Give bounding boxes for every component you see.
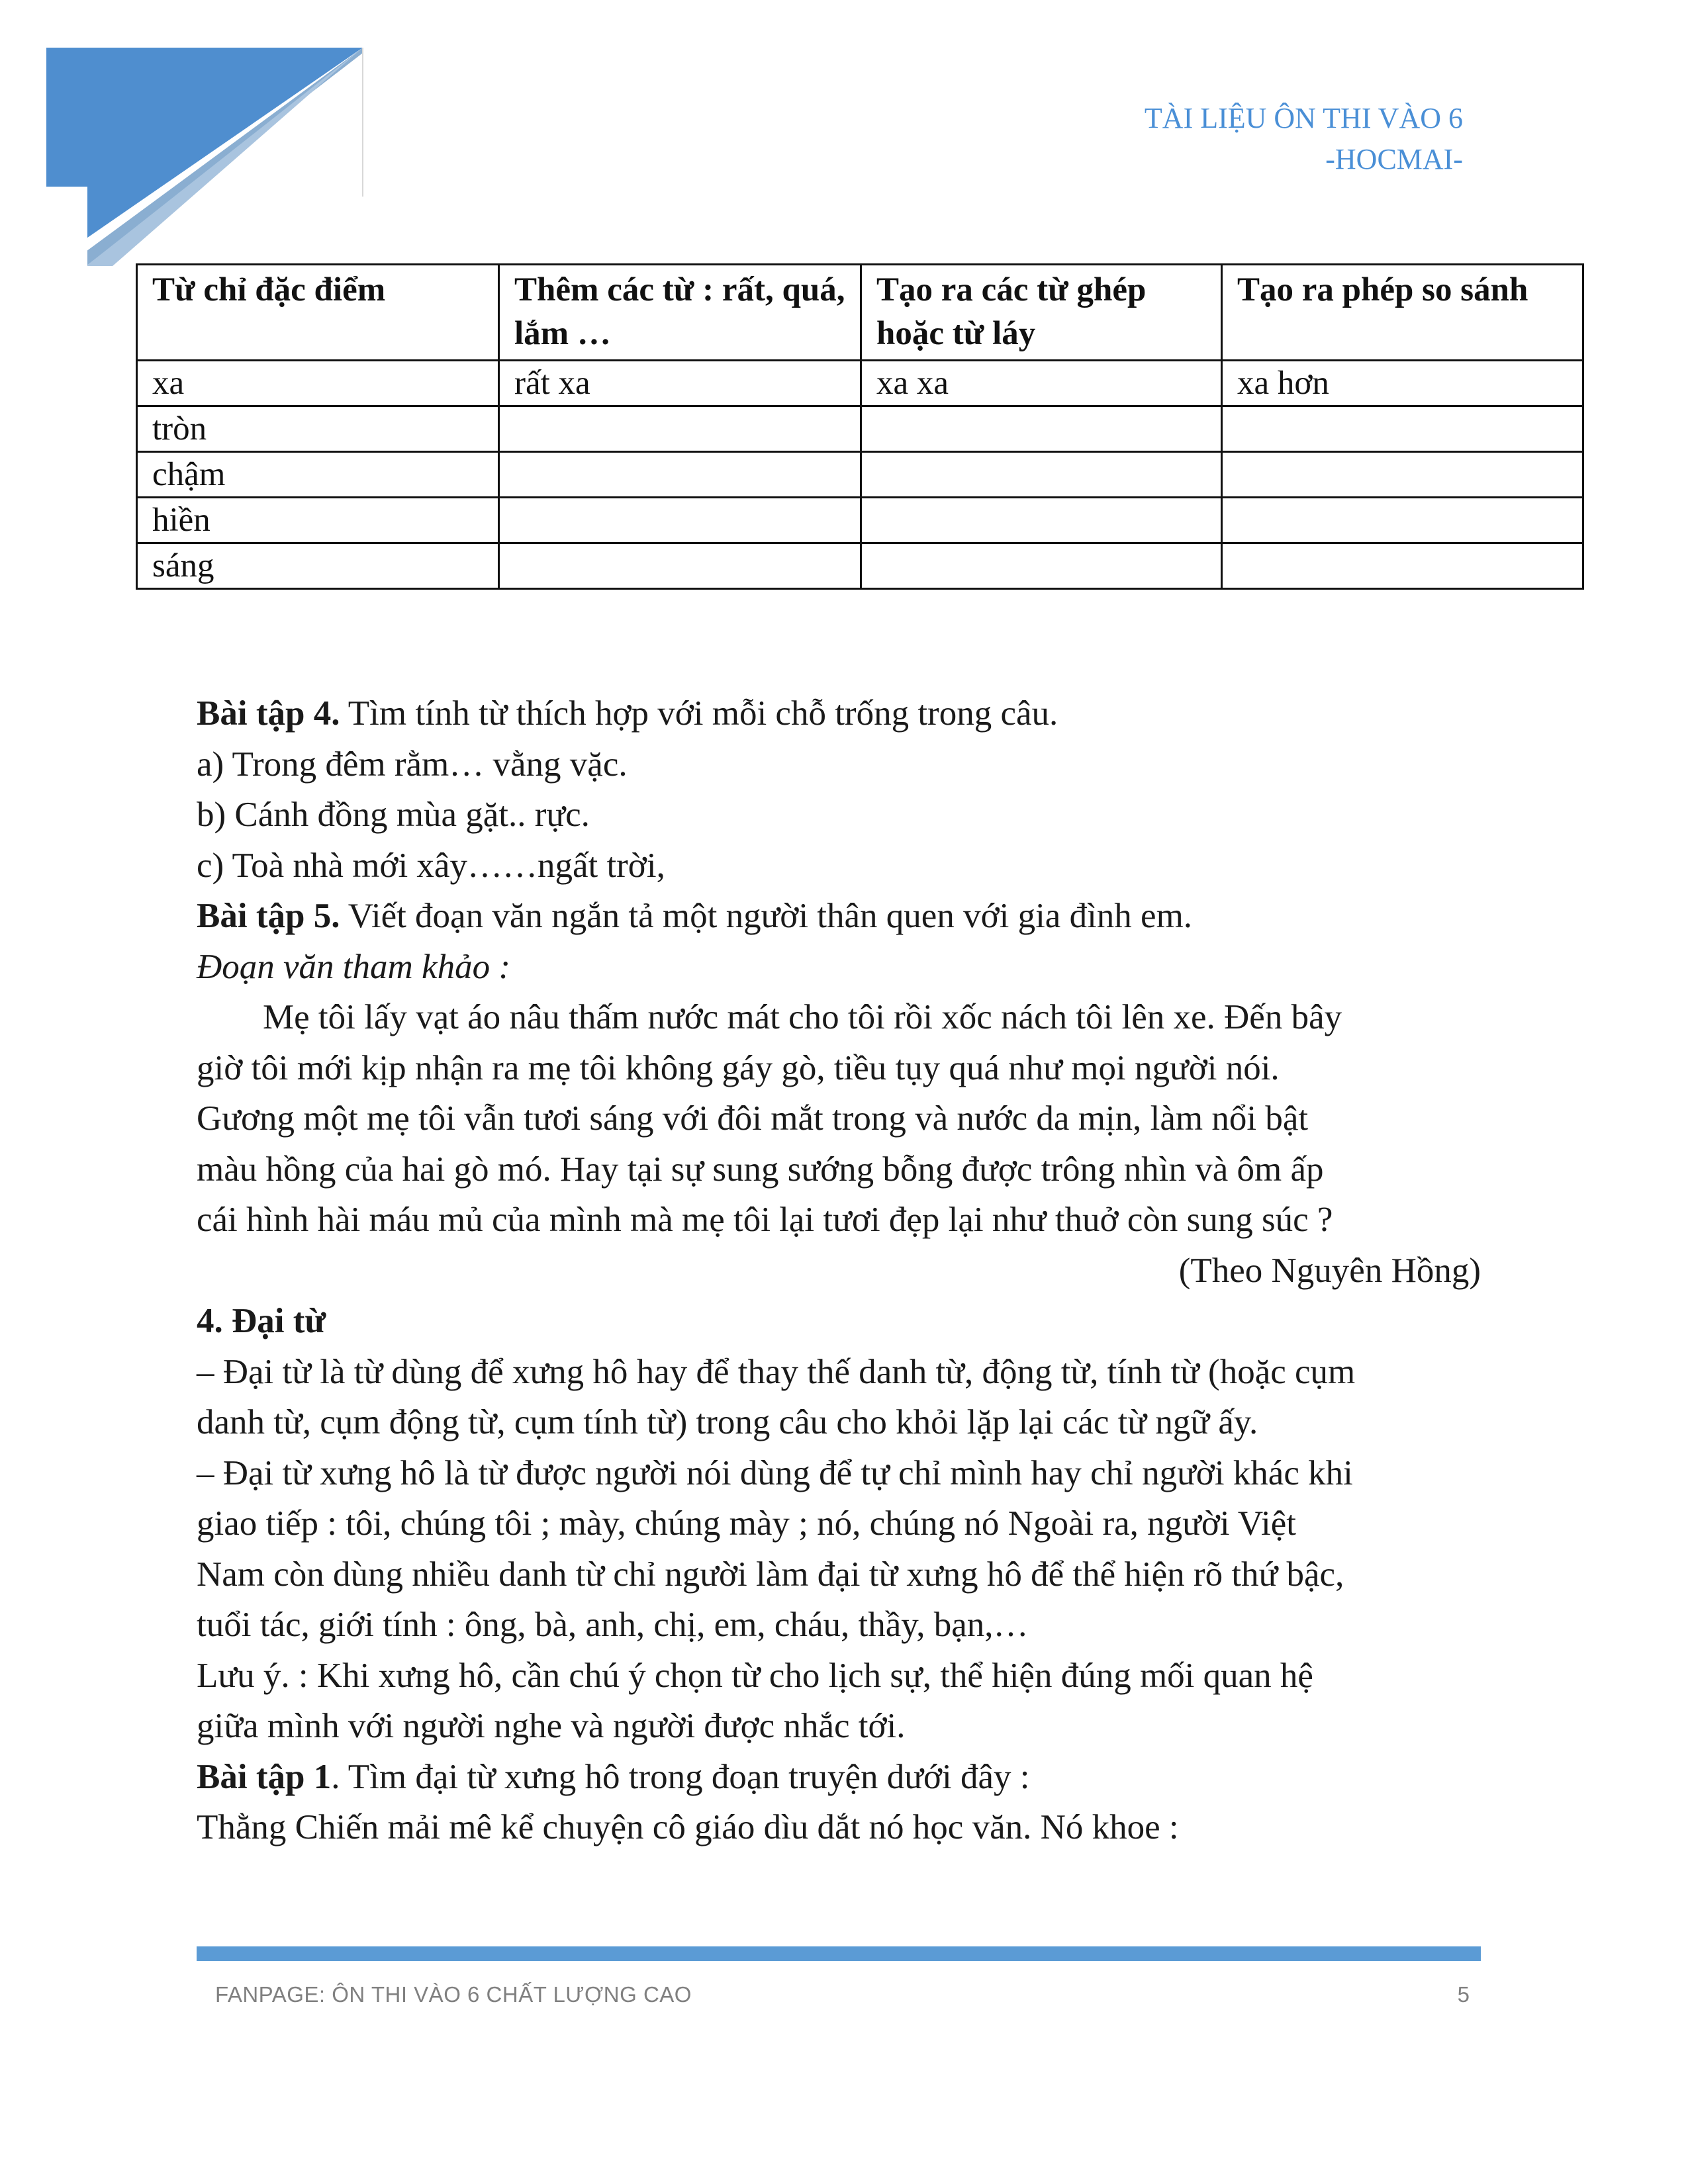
- table-cell: [499, 452, 861, 498]
- section-heading: [197, 1296, 1481, 1347]
- document-body: [197, 688, 1481, 1853]
- definition-line: giao tiếp : tôi, chúng tôi ; mày, chúng mày ; nó, chúng nó Ngoài ra, người Việt: [197, 1504, 1296, 1543]
- table-header-cell: Tạo ra các từ ghép hoặc từ láy: [861, 265, 1222, 361]
- table-cell: [861, 452, 1222, 498]
- definition-line: – Đại từ là từ dùng để xưng hô hay để thay thế danh từ, động từ, tính từ (hoặc cụm: [197, 1352, 1356, 1391]
- header-title: TÀI LIỆU ÔN THI VÀO 6: [1144, 102, 1463, 134]
- header-subtitle: -HOCMAI-: [1325, 143, 1463, 175]
- table-row: [137, 361, 1583, 406]
- note-line: Lưu ý. : Khi xưng hô, cần chú ý chọn từ cho lịch sự, thể hiện đúng mối quan hệ: [197, 1656, 1313, 1695]
- table-cell: chậm: [137, 452, 499, 498]
- table-cell: xa hơn: [1222, 361, 1583, 406]
- table-header-cell: Tạo ra phép so sánh: [1222, 265, 1583, 361]
- paragraph-line: Gương một mẹ tôi vẫn tươi sáng với đôi mắt trong và nước da mịn, làm nổi bật: [197, 1099, 1309, 1138]
- exercise-text: Tìm tính từ thích hợp với mỗi chỗ trống trong câu.: [340, 694, 1058, 733]
- table-cell: tròn: [137, 406, 499, 452]
- table-cell: sáng: [137, 543, 499, 589]
- story-line: Thằng Chiến mải mê kể chuyện cô giáo dìu dắt nó học văn. Nó khoe :: [197, 1808, 1179, 1846]
- table-cell: rất xa: [499, 361, 861, 406]
- definition-line: danh từ, cụm động từ, cụm tính từ) trong câu cho khỏi lặp lại các từ ngữ ấy.: [197, 1403, 1258, 1441]
- section-title: 4. Đại từ: [197, 1302, 326, 1340]
- footer-divider: [197, 1946, 1481, 1961]
- source-attribution: (Theo Nguyên Hồng): [1178, 1251, 1481, 1290]
- exercise-label: Bài tập 1: [197, 1757, 332, 1796]
- table-header-cell: Thêm các từ : rất, quá, lắm …: [499, 265, 861, 361]
- table-cell: [1222, 452, 1583, 498]
- table-header-row: [137, 265, 1583, 361]
- definition-line: Nam còn dùng nhiều danh từ chỉ người làm đại từ xưng hô để thể hiện rõ thứ bậc,: [197, 1555, 1344, 1594]
- exercise-4-prompt: [197, 688, 1481, 739]
- exercise-4-item-b: b) Cánh đồng mùa gặt.. rực.: [197, 796, 590, 834]
- exercise-4-item-a: a) Trong đêm rằm… vằng vặc.: [197, 745, 628, 784]
- table-cell: [861, 406, 1222, 452]
- table-cell: [861, 543, 1222, 589]
- table-cell: xa xa: [861, 361, 1222, 406]
- definition-line: – Đại từ xưng hô là từ được người nói dùng để tự chỉ mình hay chỉ người khác khi: [197, 1453, 1353, 1492]
- exercise-1-prompt: [197, 1752, 1481, 1803]
- paragraph-line: Mẹ tôi lấy vạt áo nâu thấm nước mát cho tôi rồi xốc nách tôi lên xe. Đến bây: [263, 998, 1342, 1036]
- table-cell: xa: [137, 361, 499, 406]
- table-cell: [1222, 498, 1583, 543]
- footer-fanpage: FANPAGE: ÔN THI VÀO 6 CHẤT LƯỢNG CAO: [215, 1982, 692, 2007]
- exercise-text: . Tìm đại từ xưng hô trong đoạn truyện dưới đây :: [331, 1757, 1030, 1796]
- note-line: giữa mình với người nghe và người được nhắc tới.: [197, 1707, 906, 1745]
- table-cell: [499, 498, 861, 543]
- page-number: 5: [1457, 1982, 1470, 2007]
- table-header-cell: Từ chỉ đặc điểm: [137, 265, 499, 361]
- definition-line: tuổi tác, giới tính : ông, bà, anh, chị, em, cháu, thầy, bạn,…: [197, 1606, 1029, 1644]
- exercise-label: Bài tập 4.: [197, 694, 340, 733]
- paragraph-line: màu hồng của hai gò mó. Hay tại sự sung sướng bỗng được trông nhìn và ôm ấp: [197, 1150, 1324, 1189]
- table-row: [137, 406, 1583, 452]
- table-row: [137, 498, 1583, 543]
- exercise-4-item-c: c) Toà nhà mới xây……ngất trời,: [197, 846, 665, 885]
- paragraph-line: cái hình hài máu mủ của mình mà mẹ tôi lại tươi đẹp lại như thuở còn sung súc ?: [197, 1201, 1333, 1239]
- table-cell: [861, 498, 1222, 543]
- page-corner-decoration: [46, 48, 371, 273]
- document-header: [1145, 98, 1463, 180]
- table-cell: hiền: [137, 498, 499, 543]
- vocabulary-table: [136, 263, 1584, 590]
- paragraph-line: giờ tôi mới kịp nhận ra mẹ tôi không gáy gò, tiều tụy quá như mọi người nói.: [197, 1048, 1280, 1087]
- exercise-text: Viết đoạn văn ngắn tả một người thân quen với gia đình em.: [340, 897, 1193, 935]
- exercise-label: Bài tập 5.: [197, 897, 340, 935]
- reference-label: Đoạn văn tham khảo :: [197, 947, 510, 986]
- table-cell: [1222, 406, 1583, 452]
- table-cell: [499, 543, 861, 589]
- table-cell: [499, 406, 861, 452]
- table-row: [137, 543, 1583, 589]
- table-cell: [1222, 543, 1583, 589]
- table-row: [137, 452, 1583, 498]
- exercise-5-prompt: [197, 891, 1481, 942]
